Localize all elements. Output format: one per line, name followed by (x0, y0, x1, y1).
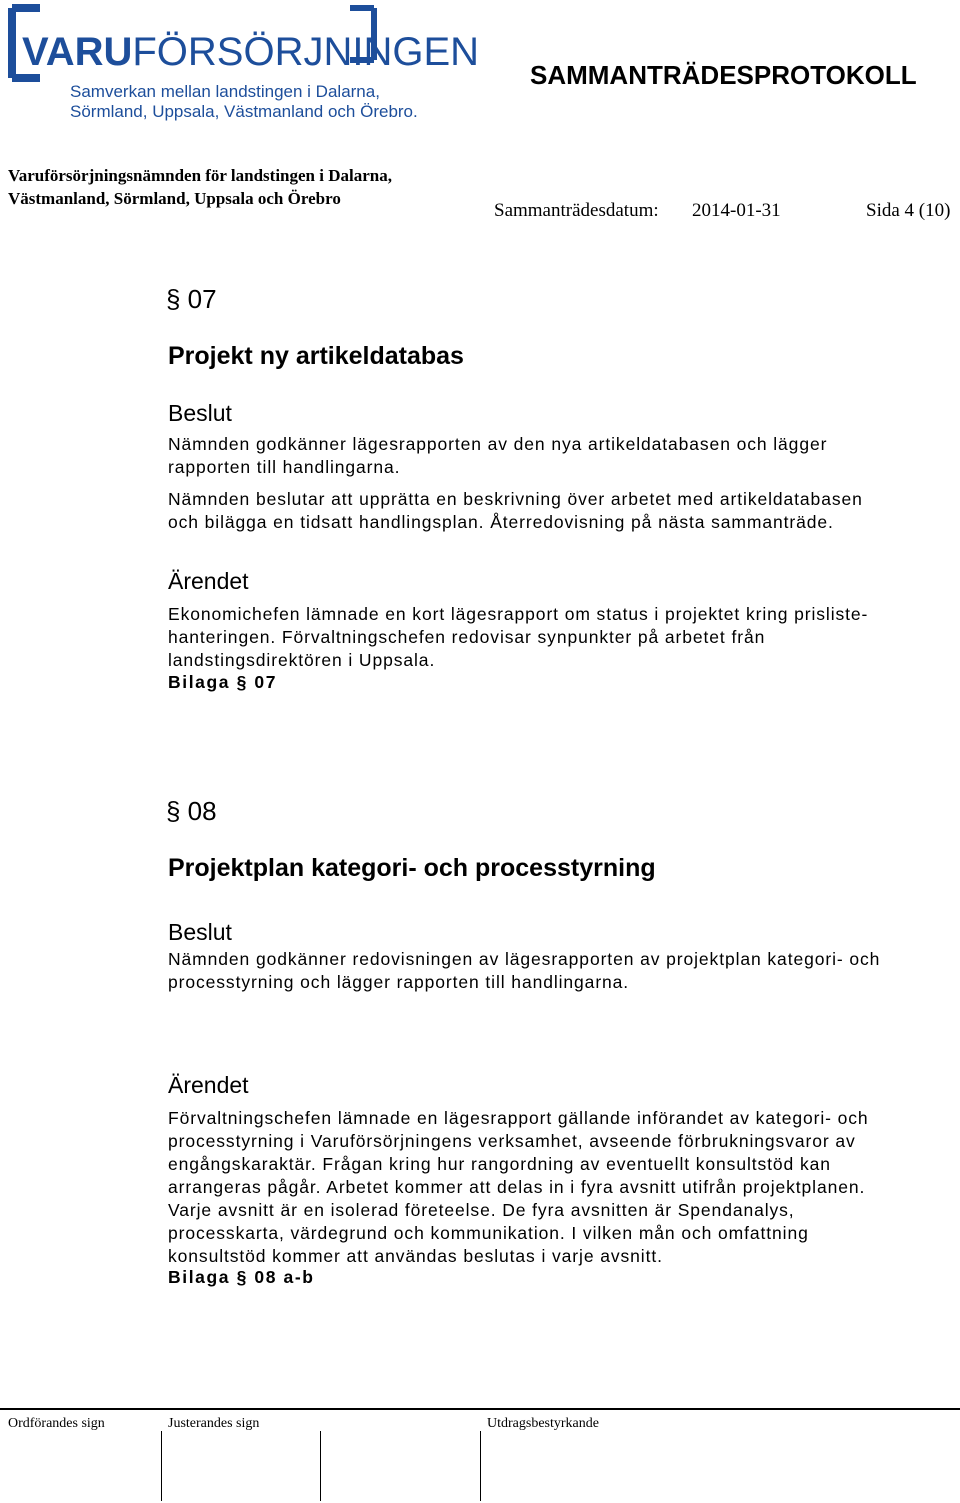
footer-divider (0, 1408, 960, 1410)
organization-logo (0, 0, 480, 130)
text-line: och bilägga en tidsatt handlingsplan. Återredovisning på nästa sammanträde. (168, 512, 834, 532)
text-line: processtyrning i Varuförsörjningens verksamhet, avseende förbrukningsvaror av (168, 1131, 856, 1151)
footer-extract-cert-label: Utdragsbestyrkande (487, 1416, 599, 1431)
text-line: konsultstöd kommer att användas beslutas i varje avsnitt. (168, 1246, 663, 1266)
document-title: SAMMANTRÄDESPROTOKOLL (530, 60, 917, 90)
text-line: processtyrning och lägger rapporten till handlingarna. (168, 972, 630, 992)
section-08-number: § 08 (166, 796, 217, 826)
logo-tagline-line1: Samverkan mellan landstingen i Dalarna, (70, 82, 380, 101)
section-07-title: Projekt ny artikeldatabas (168, 342, 464, 370)
footer-adjuster-sign-label: Justerandes sign (168, 1416, 260, 1431)
organization-name-line2: Västmanland, Sörmland, Uppsala och Örebro (8, 189, 341, 208)
footer-box-divider (161, 1431, 162, 1501)
logo-tagline-line2: Sörmland, Uppsala, Västmanland och Örebro. (70, 102, 418, 121)
section-07-arendet-heading: Ärendet (168, 568, 249, 594)
text-line: arrangeras pågår. Arbetet kommer att delas in i fyra avsnitt utifrån projektplanen. (168, 1177, 866, 1197)
text-line: Nämnden godkänner redovisningen av lägesrapporten av projektplan kategori- och (168, 949, 881, 969)
footer-chair-sign-label: Ordförandes sign (8, 1416, 105, 1431)
section-07-number: § 07 (166, 284, 217, 314)
section-08-beslut-heading: Beslut (168, 919, 232, 945)
text-line: engångskaraktär. Frågan kring hur rangordning av eventuellt konsultstöd kan (168, 1154, 831, 1174)
text-line: Förvaltningschefen lämnade en lägesrapport gällande införandet av kategori- och (168, 1108, 869, 1128)
section-07-beslut-text (168, 433, 958, 534)
text-line: Nämnden godkänner lägesrapporten av den nya artikeldatabasen och lägger (168, 434, 828, 454)
organization-name-line1: Varuförsörjningsnämnden för landstingen i Dalarna, (8, 166, 392, 185)
meeting-date: 2014-01-31 (692, 200, 781, 221)
text-line: processkarta, värdegrund och kommunikation. I vilken mån och omfattning (168, 1223, 809, 1243)
section-08-beslut-text (168, 948, 958, 994)
text-line: hanteringen. Förvaltningschefen redovisar synpunkter på arbetet från (168, 627, 766, 647)
logo-wordmark (22, 30, 479, 75)
logo-wordmark-part2: FÖRSÖRJNINGEN (132, 30, 480, 74)
section-07-attachment-ref: Bilaga § 07 (168, 672, 278, 692)
section-08-arendet-text (168, 1107, 958, 1268)
text-line: landstingsdirektören i Uppsala. (168, 650, 436, 670)
text-line: rapporten till handlingarna. (168, 457, 401, 477)
section-08-arendet-heading: Ärendet (168, 1072, 249, 1098)
logo-wordmark-part1: VARU (22, 30, 133, 74)
section-08-attachment-ref: Bilaga § 08 a-b (168, 1267, 315, 1287)
text-line: Ekonomichefen lämnade en kort lägesrapport om status i projektet kring prisliste- (168, 604, 869, 624)
meeting-date-label: Sammanträdesdatum: (494, 200, 659, 221)
footer-box-divider (320, 1431, 321, 1501)
page-number: Sida 4 (10) (866, 200, 951, 221)
text-line: Varje avsnitt är en isolerad företeelse. De fyra avsnitten är Spendanalys, (168, 1200, 795, 1220)
section-07-arendet-text (168, 603, 958, 672)
section-07-beslut-heading: Beslut (168, 400, 232, 426)
footer-box-divider (480, 1431, 481, 1501)
text-line: Nämnden beslutar att upprätta en beskrivning över arbetet med artikeldatabasen (168, 489, 863, 509)
section-08-title: Projektplan kategori- och processtyrning (168, 854, 656, 882)
